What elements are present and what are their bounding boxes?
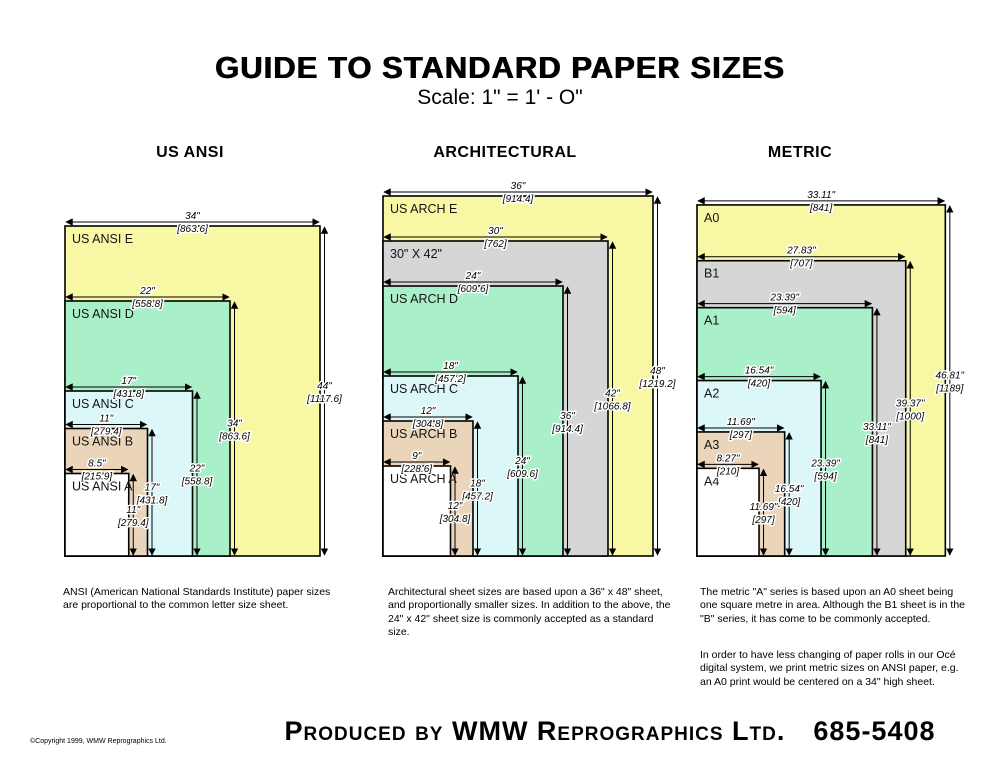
sheet-label-a0: A0 [704, 210, 720, 225]
sheet-label-30-x-42: 30" X 42" [390, 247, 442, 261]
height-mm-label: [863.6] [219, 431, 250, 443]
width-inches-label: 18" [443, 361, 458, 372]
column-heading-us-ansi: US ANSI [156, 144, 224, 161]
sheet-label-us-arch-c: US ARCH C [390, 382, 459, 396]
height-mm-label: [420] [778, 496, 801, 508]
height-inches-label: 16.54" [774, 483, 804, 495]
height-inches-label: 12" [447, 501, 463, 512]
sheet-label-us-ansi-c: US ANSI C [72, 397, 134, 411]
width-mm-label: [304.8] [412, 419, 444, 430]
width-mm-label: [297] [729, 429, 752, 441]
caption-us-ansi: ANSI (American National Standards Institute) paper sizes are proportional to the common letter size sheet. [63, 586, 331, 612]
width-mm-label: [863.6] [177, 224, 208, 235]
width-inches-label: 36" [510, 181, 526, 192]
sheet-label-a3: A3 [704, 437, 720, 452]
sheet-label-a4: A4 [704, 474, 720, 489]
width-inches-label: 8.5" [88, 458, 106, 470]
column-heading-architectural: ARCHITECTURAL [433, 144, 577, 161]
caption-metric-a-series: The metric "A" series is based upon an A0 sheet being one square metre in area. Although the B1 sheet is in the "B" series, it has come to be commonly accepted. [700, 586, 966, 625]
width-inches-label: 24" [465, 271, 481, 282]
height-mm-label: [1000] [896, 411, 925, 423]
height-mm-label: [1066.8] [594, 401, 631, 413]
width-mm-label: [431.8] [113, 389, 145, 400]
width-inches-label: 30" [488, 226, 503, 237]
height-mm-label: [279.4] [117, 517, 149, 529]
caption-metric-oce: In order to have less changing of paper rolls in our Océ digital system, we print metric sizes on ANSI paper, e.g. an A0 print would be centered on a 34" high sheet. [700, 649, 959, 688]
height-mm-label: [431.8] [136, 495, 168, 507]
height-inches-label: 18" [470, 478, 485, 490]
footer-phone-number: 685-5408 [813, 716, 936, 746]
sheet-label-us-ansi-b: US ANSI B [72, 434, 134, 449]
height-inches-label: 42" [605, 388, 620, 400]
width-inches-label: 11" [99, 413, 114, 425]
height-inches-label: 24" [515, 456, 530, 467]
scale-note: Scale: 1" = 1' - O" [417, 86, 583, 109]
height-mm-label: [841] [865, 434, 889, 446]
height-mm-label: [304.8] [439, 514, 471, 525]
panel-us-ansi [65, 211, 342, 556]
width-mm-label: [215.9] [81, 471, 113, 483]
width-mm-label: [558.8] [132, 299, 163, 310]
sheet-label-us-arch-e: US ARCH E [390, 202, 458, 216]
height-inches-label: 23.39" [811, 458, 840, 470]
panel-metric [697, 190, 965, 556]
page-title: GUIDE TO STANDARD PAPER SIZES [215, 50, 785, 85]
height-mm-label: [1117.6] [307, 394, 342, 405]
sheet-label-us-ansi-a: US ANSI A [72, 479, 133, 494]
width-mm-label: [228.6] [401, 464, 433, 475]
width-inches-label: 34" [185, 211, 200, 222]
height-mm-label: [609.6] [507, 469, 538, 480]
width-inches-label: 23.39" [770, 292, 800, 304]
caption-architectural: Architectural sheet sizes are based upon a 36" x 48" sheet, and proportionally smaller sizes. In addition to the above, the 24" x 42" sheet size is commonly accepted as a standard size. [388, 586, 671, 639]
height-mm-label: [558.8] [181, 476, 213, 488]
width-inches-label: 11.69" [726, 416, 755, 428]
width-inches-label: 16.54" [744, 365, 774, 377]
sheet-label-a2: A2 [704, 386, 720, 401]
width-inches-label: 9" [412, 451, 422, 462]
sheet-label-b1: B1 [704, 266, 720, 281]
copyright-notice: ©Copyright 1999, WMW Reprographics Ltd. [30, 738, 167, 745]
height-inches-label: 17" [144, 482, 160, 494]
height-mm-label: [457.2] [462, 491, 493, 503]
width-mm-label: [707] [790, 258, 813, 270]
height-mm-label: [1219.2] [639, 379, 676, 390]
height-mm-label: [1189] [936, 383, 964, 395]
footer-company-text: Produced by WMW Reprographics Ltd. [284, 716, 786, 746]
height-mm-label: [914.4] [552, 424, 583, 435]
width-mm-label: [457.2] [435, 374, 466, 385]
height-inches-label: 22" [189, 463, 205, 475]
footer-produced-by [220, 716, 1000, 747]
width-mm-label: [594] [773, 305, 796, 317]
height-inches-label: 34" [227, 418, 242, 430]
width-mm-label: [914.4] [502, 194, 534, 205]
width-inches-label: 17" [121, 376, 137, 387]
height-inches-label: 39.37" [895, 398, 925, 410]
width-inches-label: 22" [140, 286, 155, 297]
sheet-label-us-ansi-e: US ANSI E [72, 232, 134, 246]
height-inches-label: 11.69" [749, 502, 778, 514]
height-inches-label: 36" [560, 411, 575, 422]
height-inches-label: 48" [650, 366, 665, 377]
sheet-label-us-arch-b: US ARCH B [390, 427, 458, 441]
width-inches-label: 8.27" [716, 453, 740, 465]
height-mm-label: [297] [752, 515, 775, 527]
panel-architectural [383, 181, 676, 556]
column-heading-metric: METRIC [767, 144, 833, 161]
height-inches-label: 11" [126, 504, 141, 516]
width-mm-label: [609.6] [457, 284, 489, 295]
height-mm-label: [594] [814, 471, 837, 483]
width-mm-label: [420] [747, 378, 771, 390]
sheet-label-us-ansi-d: US ANSI D [72, 307, 134, 321]
width-mm-label: [762] [484, 239, 507, 250]
width-mm-label: [210] [716, 466, 740, 478]
height-inches-label: 33.11" [863, 421, 891, 433]
sheet-label-us-arch-a: US ARCH A [390, 472, 457, 486]
height-inches-label: 44" [317, 381, 332, 392]
width-inches-label: 33.11" [807, 189, 836, 201]
sheet-label-us-arch-d: US ARCH D [390, 292, 459, 306]
width-inches-label: 27.83" [787, 245, 816, 257]
width-mm-label: [841] [810, 202, 833, 214]
width-inches-label: 12" [420, 406, 436, 417]
width-mm-label: [279.4] [90, 426, 122, 438]
sheet-label-a1: A1 [704, 313, 720, 328]
height-inches-label: 46.81" [935, 370, 965, 382]
